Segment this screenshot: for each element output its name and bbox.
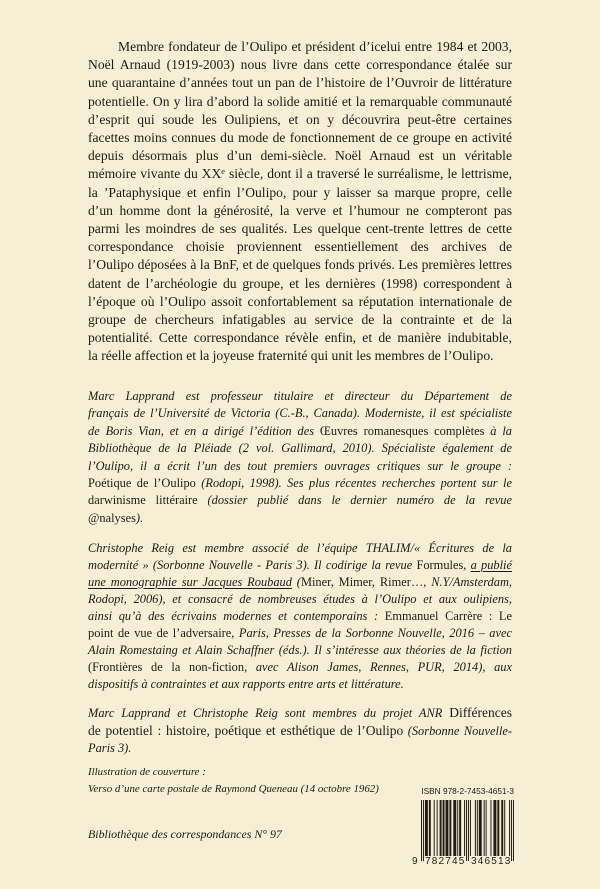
barcode-bar <box>479 800 482 856</box>
text-segment: , Paris, Presses de la Sorbonne Nouvelle, 2016 – avec <box>231 625 513 640</box>
text-line <box>88 388 512 405</box>
text-line <box>88 405 512 422</box>
barcode-digits-left: 782745 <box>425 856 466 867</box>
barcode-bar <box>477 800 478 856</box>
text-segment: a publié <box>470 557 512 572</box>
barcode-digits-right: 346513 <box>471 856 512 867</box>
anr-project-note <box>88 704 512 757</box>
text-line <box>88 722 512 740</box>
text-segment: la ’Pataphysique et enfin l’Oulipo, pour y laisser sa marque propre, celle <box>88 184 512 200</box>
barcode-bar <box>449 800 451 856</box>
barcode-bar <box>468 800 469 861</box>
text-segment: de potentiel : histoire, poétique et esthétique de l’Oulipo <box>88 722 404 738</box>
text-line <box>88 591 512 608</box>
text-segment: Œuvres romanesques complètes <box>319 423 485 438</box>
text-line <box>88 220 512 238</box>
text-segment: Christophe Reig est membre associé de l’équipe THALIM/« Écritures de la <box>88 540 512 555</box>
text-segment: siècle, dont il a traversé le surréalisme, le lettrisme, <box>225 166 513 182</box>
barcode-bar <box>501 800 503 856</box>
text-line <box>88 238 512 256</box>
text-line <box>88 557 512 574</box>
text-line <box>88 275 512 293</box>
text-segment: ainsi qu’à des écrivains modernes et contemporains : <box>88 608 385 623</box>
text-segment: d’un homme dont la générosité, la verve et l’humour ne compteront pas <box>88 202 512 218</box>
text-segment: , <box>463 557 471 572</box>
text-segment: parmi les moindres de ses qualités. Les quelque cent-trente lettres de cette <box>88 221 512 237</box>
text-segment: Miner, Mimer, Rimer… <box>300 574 424 589</box>
text-line <box>88 740 512 757</box>
text-line <box>88 676 512 693</box>
text-segment: depuis désormais plus d’un demi-siècle. Noël Arnaud est un véritable <box>88 148 512 164</box>
text-line <box>88 642 512 659</box>
text-segment: l’Oulipo, il a écrit l’un des tout premiers ouvrages critiques sur le groupe : <box>88 458 512 473</box>
barcode-bar <box>466 800 467 861</box>
text-segment: ( <box>291 574 301 589</box>
text-segment: potentialité. Cette correspondance révèle enfin, et de manière indubitable, <box>88 330 512 346</box>
text-segment: l’Oulipo déposées à la BnF, et de quelques fonds privés. Les premières lettres <box>88 257 512 273</box>
barcode <box>421 800 514 862</box>
text-segment: correspondance choisie proviennent essentiellement des archives de <box>88 239 512 255</box>
text-line <box>88 458 512 475</box>
barcode-bar <box>421 800 422 861</box>
text-line <box>88 111 512 129</box>
series-note: Bibliothèque des correspondances N° 97 <box>88 827 282 841</box>
barcode-bar <box>513 800 514 861</box>
text-segment: e <box>221 166 226 177</box>
text-segment: Membre fondateur de l’Oulipo et président d’icelui entre 1984 et 2003, <box>118 39 512 54</box>
text-segment: Rodopi, 2006), et consacré de nombreuses études à l’Oulipo et aux oulipiens, <box>88 591 512 606</box>
text-line <box>88 147 512 165</box>
text-line <box>88 256 512 274</box>
text-line <box>88 608 512 625</box>
author-bio-lapprand <box>88 388 512 527</box>
text-segment: de Boris Vian, et en a dirigé l’édition des <box>88 423 320 438</box>
text-segment: (dossier publié dans le dernier numéro de la revue <box>197 493 513 508</box>
barcode-bar <box>453 800 456 856</box>
text-line <box>88 625 512 642</box>
text-line <box>88 74 512 92</box>
text-segment: , N.Y/Amsterdam, <box>423 574 512 589</box>
text-line <box>88 510 512 527</box>
author-bio-reig <box>88 540 512 693</box>
text-segment: d’esprit qui soude les Oulipiens, et on y découvrira peut-être certaines <box>88 111 512 127</box>
text-segment: Différences <box>449 704 512 720</box>
text-line <box>88 184 512 202</box>
text-segment: (Frontières de la non-fiction <box>88 659 245 674</box>
text-line <box>88 574 512 591</box>
barcode-bar <box>459 800 461 856</box>
barcode-bar <box>511 800 512 861</box>
text-line <box>88 704 512 722</box>
text-segment: Poétique de l’Oulipo <box>88 476 196 491</box>
text-segment: @nalyses <box>88 510 136 525</box>
text-segment: , avec Alison James, Rennes, PUR, 2014), aux <box>244 659 513 674</box>
barcode-bar <box>423 800 424 861</box>
barcode-bar <box>497 800 499 856</box>
barcode-bar <box>445 800 448 856</box>
text-segment: (Sorbonne Nouvelle- <box>403 723 513 738</box>
text-line <box>88 93 512 111</box>
text-line <box>88 165 512 183</box>
text-line <box>88 38 512 56</box>
text-line <box>88 440 512 457</box>
text-line <box>88 56 512 74</box>
text-line <box>88 129 512 147</box>
text-line <box>88 423 512 440</box>
text-segment: Alain Romestaing et Alain Schaffner (éds.). Il s’intéresse aux théories de la fiction <box>88 642 512 657</box>
barcode-bar <box>440 800 442 856</box>
text-segment: Formules <box>416 557 464 572</box>
credit-label: Illustration de couverture : <box>88 766 206 778</box>
text-segment: français de l’Université de Victoria (C.-B., Canada). Moderniste, il est spécialiste <box>88 406 512 421</box>
text-segment: point de vue de l’adversaire <box>88 625 232 640</box>
text-segment: modernité » (Sorbonne Nouvelle - Paris 3). Il codirige la revue <box>88 557 417 572</box>
barcode-bar <box>484 800 485 856</box>
barcode-bar <box>504 800 505 856</box>
text-segment: Noël Arnaud (1919-2003) nous livre dans cette correspondance étalée sur <box>88 57 512 73</box>
text-segment: Emmanuel Carrère : Le <box>384 608 512 623</box>
barcode-bar <box>429 800 431 856</box>
text-segment: Marc Lapprand et Christophe Reig sont membres du projet ANR <box>88 705 450 720</box>
text-line <box>88 475 512 492</box>
text-segment: datent de l’archéologie du groupe, et les dernières (1998) correspondent à <box>88 275 512 291</box>
barcode-bar <box>486 800 487 856</box>
text-segment: une quarantaine d’années tout un pan de l’histoire de l’Ouvroir de littérature <box>88 75 512 91</box>
text-segment: la réelle affection et la joyeuse fraternité qui unit les membres de l’Oulipo. <box>88 348 494 364</box>
barcode-bar <box>470 800 471 856</box>
text-segment: facettes moins connues du mode de fonctionnement de ce groupe en activité <box>88 130 512 146</box>
text-line <box>88 540 512 557</box>
barcode-bar <box>434 800 435 856</box>
text-line <box>88 492 512 509</box>
text-segment: à la <box>484 423 512 438</box>
text-segment: dispositifs à contraintes et aux rapports entre arts et littérature. <box>88 676 404 691</box>
barcode-bar <box>493 800 496 856</box>
text-segment: mémoire vivante du XX <box>88 166 222 182</box>
text-segment: groupe de chercheurs infatigables au service de la contrainte et de la <box>88 312 512 328</box>
blurb-paragraph <box>88 38 512 366</box>
text-line <box>88 293 512 311</box>
text-line <box>88 659 512 676</box>
barcode-bar <box>491 800 492 856</box>
text-segment: Marc Lapprand est professeur titulaire et directeur du Département de <box>88 389 512 403</box>
text-segment: ). <box>135 510 144 525</box>
barcode-bar <box>457 800 458 856</box>
text-segment: l’époque où l’Oulipo assoit confortablement sa réputation internationale de <box>88 293 512 309</box>
barcode-bar <box>475 800 476 856</box>
text-line <box>88 347 512 365</box>
text-segment: une monographie sur Jacques Roubaud <box>88 574 292 589</box>
isbn-label: ISBN 978-2-7453-4651-3 <box>421 786 514 796</box>
barcode-bar <box>443 800 445 856</box>
barcode-digit-first: 9 <box>412 856 418 867</box>
text-segment: darwinisme littéraire <box>88 493 198 508</box>
text-segment: Bibliothèque de la Pléiade (2 vol. Gallimard, 2010). Spécialiste également de <box>88 441 512 456</box>
text-line <box>88 329 512 347</box>
credit-text: Verso d’une carte postale de Raymond Queneau (14 octobre 1962) <box>88 782 379 795</box>
cover-illustration-credit <box>88 764 379 797</box>
text-line <box>88 202 512 220</box>
barcode-bar <box>509 800 510 856</box>
barcode-bar <box>425 800 428 856</box>
text-segment: (Rodopi, 1998). Ses plus récentes recherches portent sur le <box>195 476 512 491</box>
text-line <box>88 311 512 329</box>
barcode-bar <box>464 800 465 856</box>
text-segment: potentielle. On y lira d’abord la solide amitié et la remarquable communauté <box>88 93 512 109</box>
text-segment: Paris 3). <box>88 740 132 755</box>
barcode-bar <box>437 800 438 856</box>
